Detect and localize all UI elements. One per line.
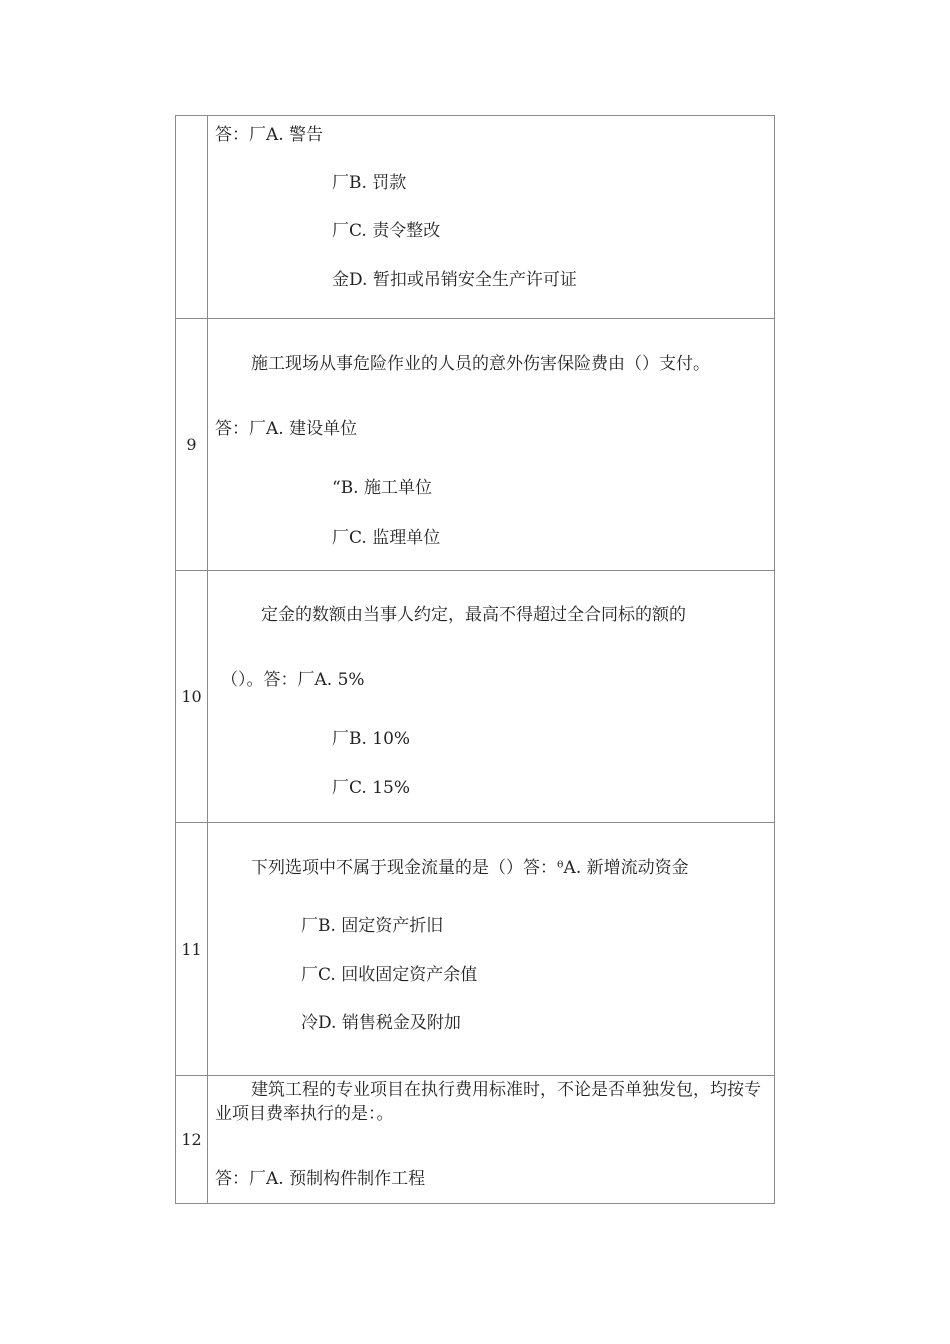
question-table [175, 115, 775, 1204]
question-prompt: 定金的数额由当事人约定，最高不得超过全合同标的额的 [261, 605, 686, 625]
answer-option-b: 厂B. 罚款 [332, 173, 407, 193]
question-cell [207, 319, 774, 570]
question-row [175, 115, 775, 319]
answer-option-a: （）。答：厂A. 5% [221, 670, 365, 690]
answer-option-a: ᶿA. 新增流动资金 [557, 858, 689, 878]
question-prompt: 下列选项中不属于现金流量的是（）答：ᶿA. 新增流动资金 [251, 858, 689, 878]
question-number: 12 [176, 1076, 208, 1203]
answer-option-c: 厂C. 回收固定资产余值 [301, 965, 478, 985]
question-number: 9 [176, 319, 208, 570]
answer-prefix: 答： [215, 419, 249, 439]
question-row [175, 823, 775, 1076]
answer-option-c: 厂C. 监理单位 [332, 528, 441, 548]
answer-prefix: 答： [215, 125, 249, 145]
answer-prefix: 答： [215, 1169, 249, 1189]
answer-option-b: 厂B. 10% [332, 729, 411, 749]
answer-option-b: 厂B. 固定资产折旧 [301, 916, 444, 936]
answer-option-a: 答：厂A. 警告 [215, 125, 324, 145]
question-prompt: 建筑工程的专业项目在执行费用标准时，不论是否单独发包，均按专业项目费率执行的是：。 [215, 1080, 761, 1124]
question-row [175, 571, 775, 823]
question-cell [207, 116, 774, 318]
answer-option-d: 冷D. 销售税金及附加 [301, 1013, 461, 1033]
question-cell [207, 571, 774, 822]
answer-option-b: “B. 施工单位 [332, 478, 432, 498]
answer-option-a: 答：厂A. 建设单位 [215, 419, 358, 439]
question-row [175, 1076, 775, 1204]
answer-option-c: 厂C. 15% [332, 778, 410, 798]
answer-option-c: 厂C. 责令整改 [332, 221, 441, 241]
question-prompt-cont: （）。答： [221, 670, 298, 690]
answer-option-d: 金D. 暂扣或吊销安全生产许可证 [332, 270, 577, 290]
question-cell [207, 1076, 774, 1203]
question-number: 10 [176, 571, 208, 822]
question-row [175, 319, 775, 571]
answer-option-a: 答：厂A. 预制构件制作工程 [215, 1169, 426, 1189]
question-prompt: 施工现场从事危险作业的人员的意外伤害保险费由（）支付。 [251, 354, 710, 374]
question-cell [207, 823, 774, 1075]
question-number [176, 116, 208, 318]
question-number: 11 [176, 823, 208, 1075]
